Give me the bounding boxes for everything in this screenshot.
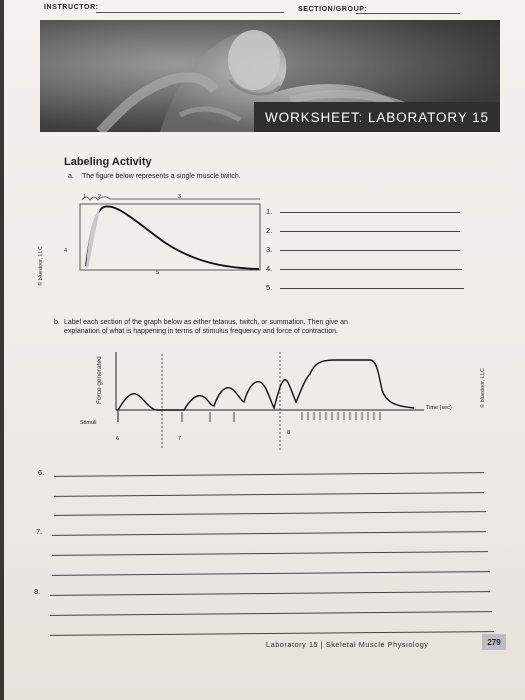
figure-label-3: 3: [178, 194, 182, 200]
answer-line-7c[interactable]: [52, 571, 490, 576]
answer-line-6b[interactable]: [54, 492, 484, 497]
figure-label-2: 2: [98, 194, 102, 200]
copyright-b: © bluedoor, LLC: [480, 368, 486, 408]
answer-line-6a[interactable]: [54, 472, 484, 477]
answer-line-5[interactable]: [280, 288, 464, 289]
answer-line-3[interactable]: [280, 250, 460, 251]
part-b-text-line1: Label each section of the graph below as either tetanus, twitch, or summation. Then give an: [64, 319, 348, 326]
answer-number-3: 3.: [266, 245, 273, 254]
answer-line-8c[interactable]: [50, 631, 494, 636]
answer-line-4[interactable]: [280, 269, 462, 270]
y-axis-label: Force generated: [96, 356, 103, 404]
instructor-line: [96, 12, 284, 13]
figure-label-1: 1: [83, 194, 87, 200]
twitch-frame: [80, 204, 260, 270]
answer-number-7: 7.: [36, 527, 43, 536]
figure-label-4: 4: [64, 248, 68, 254]
twitch-figure: [64, 190, 264, 280]
answer-number-6: 6.: [38, 468, 45, 477]
part-a-marker: a.: [68, 173, 74, 180]
answer-number-4: 4.: [266, 264, 273, 273]
answer-number-1: 1.: [266, 207, 273, 216]
figure-label-5: 5: [156, 270, 160, 276]
answer-line-6c[interactable]: [54, 511, 486, 516]
answer-line-1[interactable]: [280, 212, 460, 213]
latent-region: [86, 208, 100, 269]
section-group-line: [356, 13, 460, 14]
summation-figure: [84, 350, 444, 450]
section-label-8: 8: [287, 430, 291, 436]
section-label-7: 7: [178, 436, 182, 442]
section-group-label: SECTION/GROUP:: [298, 6, 368, 13]
copyright-a: © bluedoor, LLC: [38, 246, 44, 286]
tetanus-stimuli: [302, 412, 380, 420]
worksheet-title: WORKSHEET: LABORATORY 15: [254, 102, 500, 132]
time-axis-label: Time (sec): [426, 405, 452, 411]
answer-line-7a[interactable]: [52, 531, 486, 536]
section-label-6: 6: [116, 436, 120, 442]
answer-line-8b[interactable]: [50, 611, 492, 616]
worksheet-banner: [40, 20, 500, 132]
worksheet-page: [4, 0, 525, 700]
instructor-label: INSTRUCTOR:: [44, 4, 99, 11]
page-footer: Laboratory 15 | Skeletal Muscle Physiology: [266, 640, 429, 649]
stimuli-label: Stimuli: [80, 420, 97, 426]
page-number: 279: [482, 634, 506, 650]
answer-line-2[interactable]: [280, 231, 460, 232]
answer-number-5: 5.: [266, 283, 273, 292]
answer-number-2: 2.: [266, 226, 273, 235]
answer-line-7b[interactable]: [52, 551, 488, 556]
phase-brackets: [82, 197, 260, 200]
answer-number-8: 8.: [34, 587, 41, 596]
part-b-marker: b.: [54, 319, 60, 326]
answer-line-8a[interactable]: [50, 591, 490, 596]
section-title: Labeling Activity: [64, 156, 152, 168]
twitch-curve: [86, 206, 259, 269]
part-a-text: The figure below represents a single muscle twitch.: [82, 173, 241, 180]
part-b-text-line2: explanation of what is happening in terms of stimulus frequency and force of contraction.: [64, 328, 338, 335]
